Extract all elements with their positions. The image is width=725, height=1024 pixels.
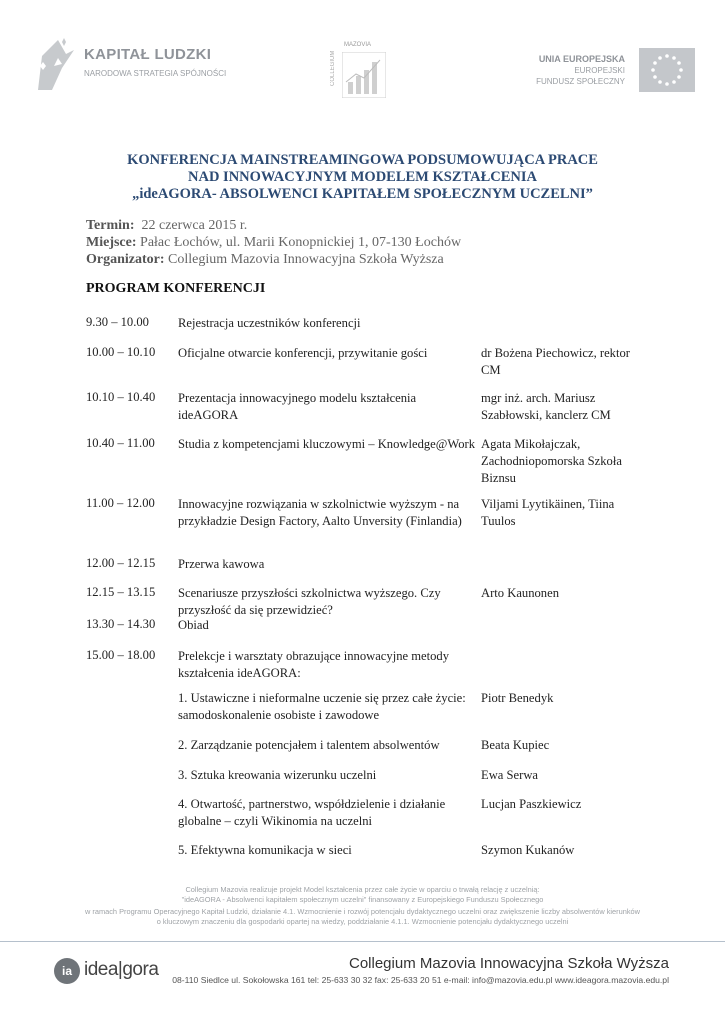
footer-note-2: "ideAGORA - Absolwenci kapitałem społecznym uczelni" finansowany z Europejskiego Funduszu Społecznego	[181, 895, 544, 904]
mazovia-name: MAZOVIA	[344, 42, 372, 48]
program-activity: Scenariusze przyszłości szkolnictwa wyższego. Czy przyszłość da się przewidzieć?	[178, 586, 441, 617]
title-line-3: „ideAGORA- ABSOLWENCI KAPITAŁEM SPOŁECZNYM UCZELNI”	[132, 186, 593, 202]
ia-logo-icon: ia	[54, 958, 80, 984]
workshop-speaker: Szymon Kukanów	[481, 843, 575, 857]
meta-termin	[86, 218, 247, 234]
workshop-speaker: Piotr Benedyk	[481, 691, 554, 705]
miejsce-label: Miejsce:	[86, 235, 137, 250]
termin-value: 22 czerwca 2015 r.	[141, 218, 248, 233]
program-speaker: dr Bożena Piechowicz, rektor CM	[481, 346, 630, 377]
footer-note-3: w ramach Programu Operacyjnego Kapitał Ludzki, działanie 4.1. Wzmocnienie i rozwój potencjału dydaktycznego uczelni oraz zwiększenie liczby absolwentów kierunków	[85, 907, 640, 916]
footer-divider	[0, 941, 725, 942]
program-time: 12.00 – 12.15	[86, 556, 156, 570]
eu-line-1: UNIA EUROPEJSKA	[538, 54, 625, 64]
program-time: 10.40 – 11.00	[86, 436, 155, 450]
kapital-ludzki-title: KAPITAŁ LUDZKI	[84, 46, 212, 63]
program-speaker: Agata Mikołajczak, Zachodniopomorska Szkoła Biznsu	[481, 437, 622, 485]
program-speaker: Arto Kaunonen	[481, 586, 559, 600]
kapital-ludzki-logo	[32, 36, 232, 96]
program-time: 12.15 – 13.15	[86, 585, 156, 599]
ideagora-logo	[54, 957, 184, 987]
meta-organizator	[86, 252, 444, 268]
program-activity: Prelekcje i warsztaty obrazujące innowacyjne metody kształcenia ideAGORA:	[178, 649, 449, 680]
title-line-2: NAD INNOWACYJNYM MODELEM KSZTAŁCENIA	[188, 169, 537, 185]
program-time: 10.00 – 10.10	[86, 345, 156, 359]
program-time: 9.30 – 10.00	[86, 315, 149, 329]
program-time: 13.30 – 14.30	[86, 617, 156, 631]
meta-miejsce	[86, 235, 461, 251]
program-activity: Innowacyjne rozwiązania w szkolnictwie wyższym - na przykładzie Design Factory, Aalto Unversity (Finlandia)	[178, 497, 462, 528]
footer-note-1: Collegium Mazovia realizuje projekt Model kształcenia przez całe życie w oparciu o trwałą relację z uczelnią:	[185, 885, 540, 894]
program-speaker: Viljami Lyytikäinen, Tiina Tuulos	[481, 497, 615, 528]
footer-note-4: o kluczowym znaczeniu dla gospodarki opartej na wiedzy, poddziałanie 4.1.1. Wzmocnienie potencjału dydaktycznego uczelni	[156, 917, 569, 926]
workshop-item: 5. Efektywna komunikacja w sieci	[178, 843, 352, 857]
program-time: 10.10 – 10.40	[86, 390, 156, 404]
program-activity: Obiad	[178, 618, 209, 632]
workshop-item: 3. Sztuka kreowania wizerunku uczelni	[178, 768, 377, 782]
workshop-speaker: Ewa Serwa	[481, 768, 538, 782]
program-speaker: mgr inż. arch. Mariusz Szabłowski, kanclerz CM	[481, 391, 611, 422]
organizator-label: Organizator:	[86, 252, 165, 267]
eu-line-3: FUNDUSZ SPOŁECZNY	[536, 77, 625, 86]
termin-label: Termin:	[86, 218, 135, 233]
miejsce-value: Pałac Łochów, ul. Marii Konopnickiej 1, 07-130 Łochów	[140, 235, 462, 250]
program-activity: Prezentacja innowacyjnego modelu kształcenia ideAGORA	[178, 391, 417, 422]
kapital-ludzki-emblem-icon	[32, 36, 80, 92]
workshop-speaker: Lucjan Paszkiewicz	[481, 797, 582, 811]
program-activity: Studia z kompetencjami kluczowymi – Knowledge@Work	[178, 437, 476, 451]
collegium-mazovia-logo	[330, 40, 388, 100]
program-activity: Rejestracja uczestników konferencji	[178, 316, 361, 330]
workshop-item: 1. Ustawiczne i nieformalne uczenie się przez całe życie: samodoskonalenie osobiste i zawodowe	[178, 691, 466, 722]
program-activity: Przerwa kawowa	[178, 557, 265, 571]
mazovia-side-text: COLLEGIUM	[330, 50, 336, 86]
program-heading: PROGRAM KONFERENCJI	[86, 281, 266, 296]
eu-logo	[530, 48, 695, 98]
workshop-item: 4. Otwartość, partnerstwo, współdzielenie i działanie globalne – czyli Wikinomia na uczelni	[178, 797, 446, 828]
mazovia-bars-icon	[342, 52, 386, 98]
organizator-value: Collegium Mazovia Innowacyjna Szkoła Wyższa	[168, 252, 444, 267]
title-line-1: KONFERENCJA MAINSTREAMINGOWA PODSUMOWUJĄCA PRACE	[127, 152, 598, 168]
workshop-item: 2. Zarządzanie potencjałem i talentem absolwentów	[178, 738, 440, 752]
contact-details: 08-110 Siedlce ul. Sokołowska 161 tel: 25-633 30 32 fax: 25-633 20 51 e-mail: info@mazovia.edu.pl www.ideagora.mazovia.edu.pl	[172, 975, 669, 985]
program-activity: Oficjalne otwarcie konferencji, przywitanie gości	[178, 346, 428, 360]
workshop-speaker: Beata Kupiec	[481, 738, 550, 752]
collegium-mazovia-name: Collegium Mazovia Innowacyjna Szkoła Wyższa	[349, 955, 669, 972]
eu-flag-icon	[639, 48, 695, 92]
program-time: 15.00 – 18.00	[86, 648, 156, 662]
ideagora-wordmark: idea|gora	[84, 959, 159, 980]
kapital-ludzki-subtitle: NARODOWA STRATEGIA SPÓJNOŚCI	[84, 69, 227, 78]
eu-line-2: EUROPEJSKI	[574, 66, 625, 75]
program-time: 11.00 – 12.00	[86, 496, 155, 510]
